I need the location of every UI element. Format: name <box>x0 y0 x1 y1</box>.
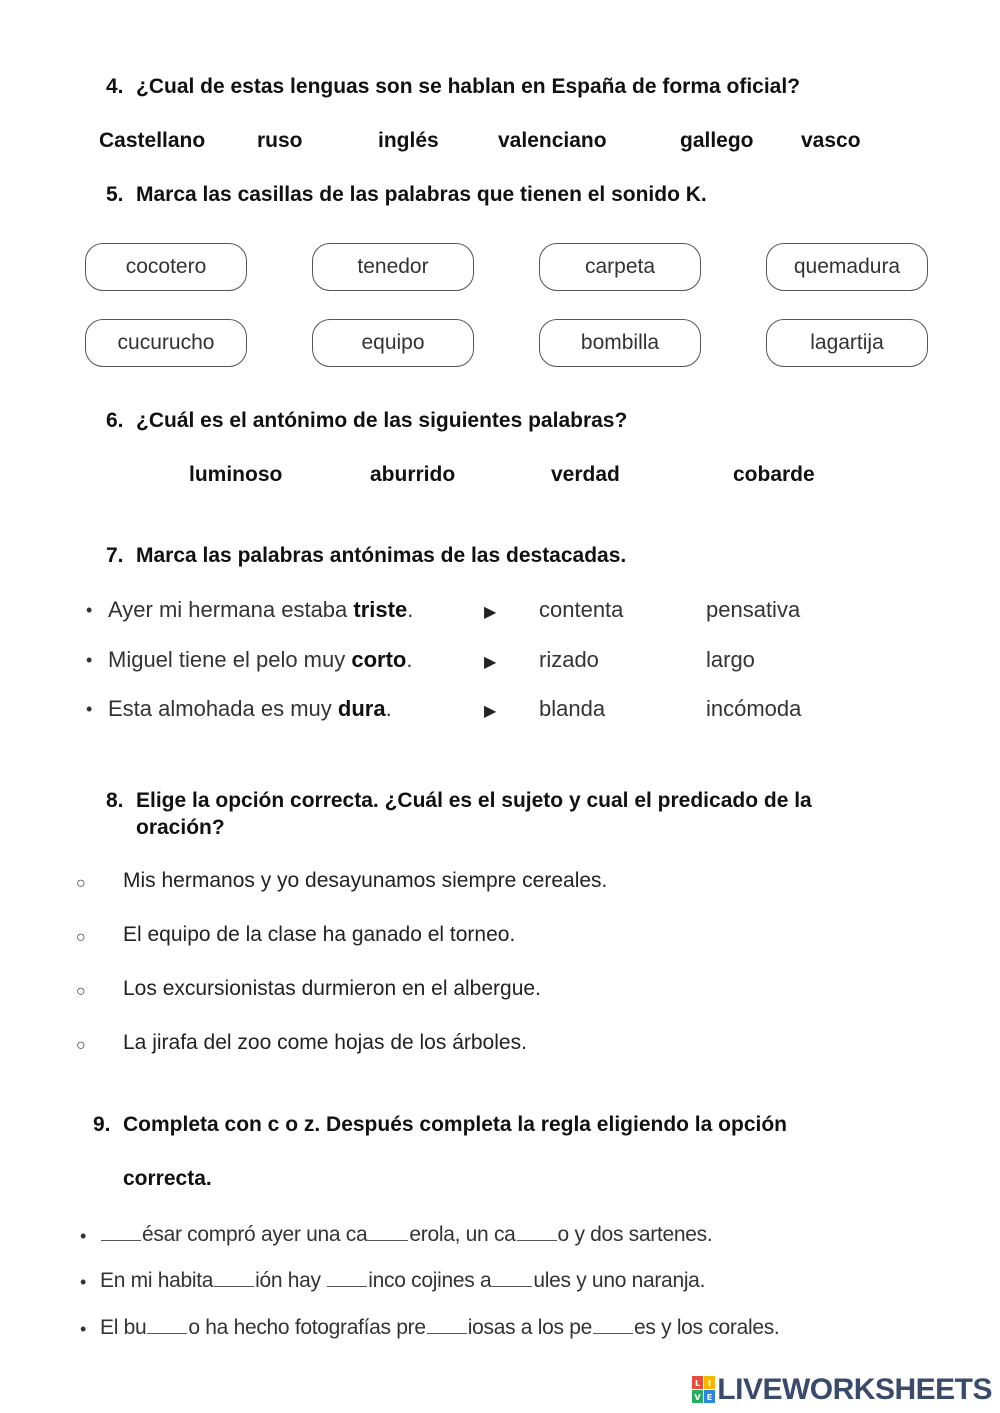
word-box[interactable]: cucurucho <box>85 319 247 367</box>
radio-icon[interactable]: ○ <box>76 875 86 892</box>
blank-input[interactable] <box>214 1285 254 1287</box>
sentence-row: Ayer mi hermana estaba triste. <box>108 597 414 622</box>
question-text: Completa con c o z. Después completa la regla eligiendo la opción <box>123 1113 787 1136</box>
logo-text: LIVEWORKSHEETS <box>717 1373 992 1406</box>
radio-icon[interactable]: ○ <box>76 983 86 1000</box>
question-text: oración? <box>136 816 225 839</box>
question-number: 9. <box>93 1113 111 1136</box>
question-number: 8. <box>106 789 124 812</box>
antonym-word: aburrido <box>370 463 456 486</box>
question-text: Elige la opción correcta. ¿Cuál es el sujeto y cual el predicado de la <box>136 789 812 812</box>
highlighted-word: dura <box>337 696 386 721</box>
liveworksheets-logo <box>691 1373 992 1407</box>
blank-input[interactable] <box>593 1332 633 1334</box>
sentence-option[interactable]: La jirafa del zoo come hojas de los árboles. <box>123 1031 527 1054</box>
blank-input[interactable] <box>147 1332 187 1334</box>
language-option[interactable]: vasco <box>801 129 861 152</box>
bullet-icon: • <box>86 600 93 620</box>
svg-text:I: I <box>708 1379 712 1388</box>
sentence-option[interactable]: Los excursionistas durmieron en el albergue. <box>123 977 541 1000</box>
language-option[interactable]: inglés <box>378 129 439 152</box>
blank-input[interactable] <box>327 1285 367 1287</box>
logo-icon <box>691 1375 717 1405</box>
answer-option[interactable]: largo <box>706 647 755 672</box>
arrow-right-icon: ▶ <box>484 604 497 621</box>
question-text: correcta. <box>123 1167 212 1190</box>
arrow-right-icon: ▶ <box>484 654 497 671</box>
word-box[interactable]: cocotero <box>85 243 247 291</box>
language-option[interactable]: ruso <box>257 129 303 152</box>
svg-text:E: E <box>707 1393 713 1402</box>
word-box[interactable]: lagartija <box>766 319 928 367</box>
language-option[interactable]: Castellano <box>99 129 206 152</box>
question-text: ¿Cuál es el antónimo de las siguientes palabras? <box>136 409 628 432</box>
fill-sentence: ésar compró ayer una ca erola, un ca o y dos sartenes. <box>100 1223 712 1247</box>
sentence-row: Esta almohada es muy dura. <box>108 696 392 721</box>
blank-input[interactable] <box>427 1332 467 1334</box>
fill-sentence: El bu o ha hecho fotografías pre iosas a los pe es y los corales. <box>100 1316 780 1339</box>
bullet-icon: • <box>86 650 93 670</box>
question-text: Marca las casillas de las palabras que tienen el sonido K. <box>136 183 707 206</box>
question-text: ¿Cual de estas lenguas son se hablan en España de forma oficial? <box>136 75 801 98</box>
antonym-word: luminoso <box>189 463 283 486</box>
antonym-word: verdad <box>551 463 620 486</box>
question-text: Marca las palabras antónimas de las destacadas. <box>136 544 627 567</box>
fill-sentence: En mi habita ión hay inco cojines a ules y uno naranja. <box>100 1269 706 1292</box>
word-box[interactable]: equipo <box>312 319 474 367</box>
svg-text:V: V <box>694 1393 701 1402</box>
blank-input[interactable] <box>101 1239 141 1241</box>
question-number: 5. <box>106 183 124 206</box>
bullet-icon: • <box>86 699 93 719</box>
svg-text:L: L <box>695 1379 701 1388</box>
blank-input[interactable] <box>368 1239 408 1241</box>
word-box[interactable]: bombilla <box>539 319 701 367</box>
question-number: 4. <box>106 75 124 98</box>
word-box[interactable]: tenedor <box>312 243 474 291</box>
question-number: 6. <box>106 409 124 432</box>
answer-option[interactable]: incómoda <box>706 696 802 721</box>
highlighted-word: corto <box>351 647 407 672</box>
bullet-icon: • <box>80 1226 87 1246</box>
radio-icon[interactable]: ○ <box>76 929 86 946</box>
antonym-word: cobarde <box>733 463 815 486</box>
blank-input[interactable] <box>492 1285 532 1287</box>
language-option[interactable]: gallego <box>680 129 754 152</box>
answer-option[interactable]: contenta <box>539 597 624 622</box>
language-option[interactable]: valenciano <box>498 129 607 152</box>
bullet-icon: • <box>80 1319 87 1339</box>
word-box[interactable]: quemadura <box>766 243 928 291</box>
answer-option[interactable]: pensativa <box>706 597 801 622</box>
answer-option[interactable]: rizado <box>539 647 599 672</box>
question-number: 7. <box>106 544 124 567</box>
radio-icon[interactable]: ○ <box>76 1037 86 1054</box>
bullet-icon: • <box>80 1272 87 1292</box>
arrow-right-icon: ▶ <box>484 703 497 720</box>
highlighted-word: triste <box>353 597 408 622</box>
sentence-row: Miguel tiene el pelo muy corto. <box>108 647 413 672</box>
sentence-option[interactable]: Mis hermanos y yo desayunamos siempre cereales. <box>123 869 608 892</box>
answer-option[interactable]: blanda <box>539 696 606 721</box>
sentence-option[interactable]: El equipo de la clase ha ganado el torneo. <box>123 923 516 946</box>
blank-input[interactable] <box>517 1239 557 1241</box>
word-box[interactable]: carpeta <box>539 243 701 291</box>
